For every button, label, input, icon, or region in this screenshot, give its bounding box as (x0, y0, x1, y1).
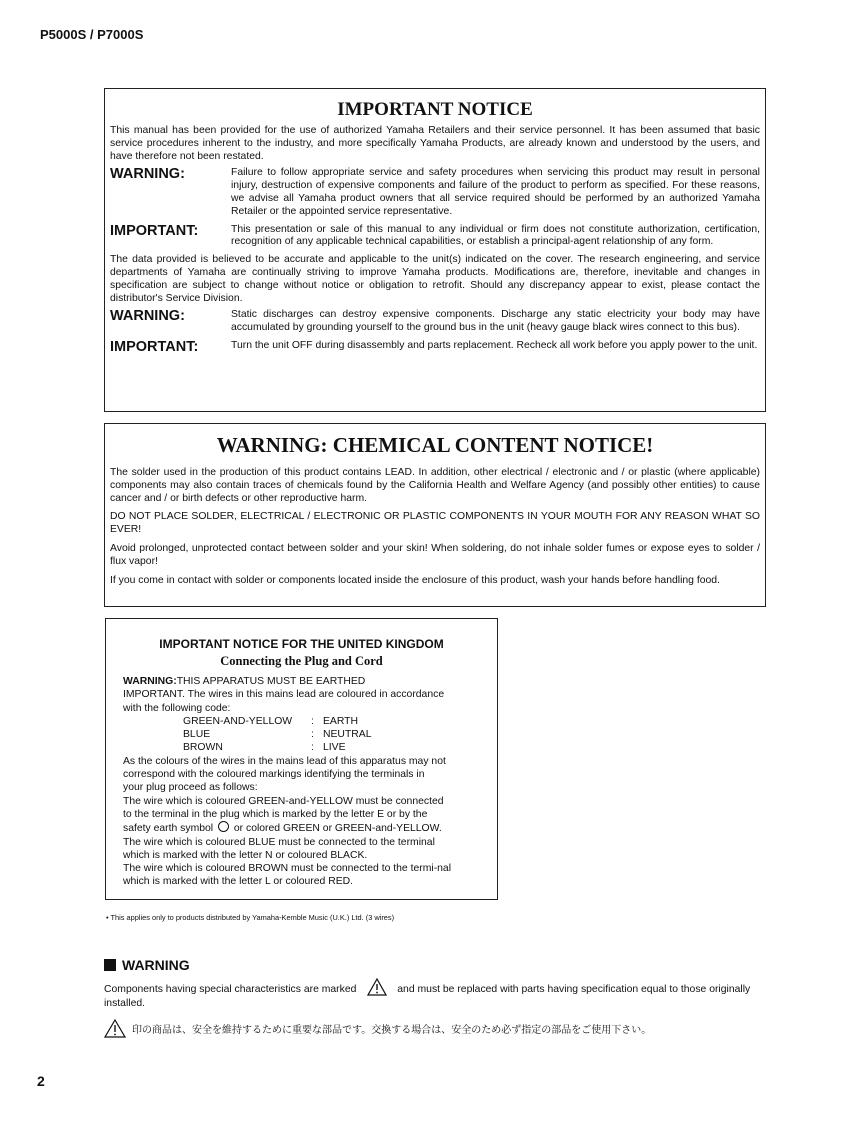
warning-text-1: Failure to follow appropriate service and safety procedures when servicing this product may result in personal injury, destruction of expensive components and failure of the product to perform as specified. For these reasons, we advise all Yamaha product owners that all service required should be performed by an authorized Yamaha Retailer or the appointed service representative. (231, 167, 760, 217)
wire-meaning: EARTH (323, 715, 359, 727)
uk-line-earth (123, 821, 497, 835)
warning-text-2: Static discharges can destroy expensive components. Discharge any static electricity your body may have accumulated by grounding yourself to the ground bus in the unit (heavy gauge black wires connect to this bus). (231, 309, 760, 334)
important-text-1: This presentation or sale of this manual to any individual or firm does not constitute authorization, certification, recognition of any applicable technical capabilities, or establish a principal-agent relationship of any form. (231, 223, 760, 248)
uk-warning-text: THIS APPARATUS MUST BE EARTHED (176, 676, 366, 687)
japanese-warning-text: 印の商品は、安全を維持するために重要な部品です。交換する場合は、安全のため必ず指定の部品をご使用下さい。 (132, 1025, 652, 1036)
warning-text-after: and must be replaced with parts having specification equal to those originally installed. (104, 984, 751, 1009)
uk-line: to the terminal in the plug which is marked by the letter E or by the (123, 808, 428, 820)
warning-triangle-icon (367, 978, 387, 996)
warning-row-2 (105, 309, 765, 335)
important-row-2 (105, 340, 765, 355)
important-text-2: Turn the unit OFF during disassembly and parts replacement. Recheck all work before you apply power to the unit. (231, 339, 758, 351)
earth-symbol-icon (218, 821, 229, 832)
uk-line: which is marked with the letter N or coloured BLACK. (123, 849, 368, 861)
chemical-paragraph-1: The solder used in the production of this product contains LEAD. In addition, other electrical / electronic and / or plastic (where applicable) components may also contain traces of chemicals found by the California Health and Welfare Agency (and possibly other entities) to cause cancer and / or birth defects or other reproductive harm. (110, 467, 760, 504)
wire-separator: : (311, 742, 314, 754)
black-square-icon (104, 959, 116, 971)
chemical-paragraph-3: Avoid prolonged, unprotected contact between solder and your skin! When soldering, do not inhale solder fumes or expose eyes to solder / flux vapor! (110, 542, 760, 567)
warning-heading-text: WARNING (122, 957, 190, 973)
wire-color: GREEN-AND-YELLOW (183, 715, 293, 727)
warning-section-text (104, 978, 768, 1011)
uk-line-part: or colored GREEN or GREEN-and-YELLOW. (233, 823, 442, 835)
uk-notice-body (106, 675, 497, 889)
chemical-notice-box (104, 423, 766, 607)
uk-line-part: safety earth symbol (123, 823, 214, 835)
chemical-paragraph-4: If you come in contact with solder or components located inside the enclosure of this product, wash your hands before handling food. (110, 574, 720, 586)
important-notice-title: IMPORTANT NOTICE (337, 99, 533, 120)
important-label-2: IMPORTANT: (110, 338, 199, 355)
wire-separator: : (311, 715, 314, 727)
chemical-paragraph-2: DO NOT PLACE SOLDER, ELECTRICAL / ELECTRONIC OR PLASTIC COMPONENTS IN YOUR MOUTH FOR ANY REASON WHAT SO EVER! (110, 511, 760, 536)
important-row-1 (105, 224, 765, 250)
warning-label-1: WARNING: (110, 166, 185, 183)
wire-color: BLUE (183, 729, 211, 741)
warning-triangle-icon (104, 1019, 126, 1038)
wire-meaning: NEUTRAL (323, 729, 372, 741)
wire-separator: : (311, 729, 314, 741)
wire-color: BROWN (183, 742, 223, 754)
uk-important-line-1: IMPORTANT. The wires in this mains lead are coloured in accordance (123, 689, 445, 701)
wire-code-row (123, 741, 497, 754)
warning-label-2: WARNING: (110, 308, 185, 325)
model-header: P5000S / P7000S (40, 27, 144, 42)
uk-notice-subtitle: Connecting the Plug and Cord (220, 654, 383, 668)
uk-notice-title: IMPORTANT NOTICE FOR THE UNITED KINGDOM (159, 637, 444, 651)
chemical-notice-title: WARNING: CHEMICAL CONTENT NOTICE! (216, 433, 654, 457)
uk-footnote: • This applies only to products distributed by Yamaha-Kemble Music (U.K.) Ltd. (3 wires) (106, 913, 395, 922)
warning-row-1 (105, 167, 765, 218)
wire-code-row (123, 715, 497, 728)
uk-line: The wire which is coloured BROWN must be connected to the termi-nal (123, 863, 452, 875)
uk-warning-label: WARNING: (123, 676, 177, 687)
uk-line: which is marked with the letter L or coloured RED. (123, 876, 354, 888)
notice-intro: This manual has been provided for the use of authorized Yamaha Retailers and their service personnel. It has been assumed that basic service procedures inherent to the industry, and more specifically Yamaha Products, are already known and understood by the users, and have therefore not been restated. (110, 125, 760, 162)
uk-line: The wire which is coloured BLUE must be connected to the terminal (123, 836, 435, 848)
wire-code-row (123, 728, 497, 741)
important-notice-box (104, 88, 766, 412)
uk-line: correspond with the coloured markings identifying the terminals in (123, 769, 425, 781)
wire-meaning: LIVE (323, 742, 346, 754)
warning-text-before: Components having special characteristics are marked (104, 984, 357, 995)
important-label-1: IMPORTANT: (110, 222, 199, 239)
uk-line: As the colours of the wires in the mains lead of this apparatus may not (123, 755, 446, 767)
notice-data-paragraph: The data provided is believed to be accurate and applicable to the unit(s) indicated on the cover. The research engineering, and service departments of Yamaha are continually striving to improve Yamaha products. Modifications are, therefore, inevitable and changes in specification are subject to change without notice or obligation to retrofit. Should any discrepancy appear to exist, please contact the distributor's Service Division. (110, 254, 760, 304)
japanese-warning (104, 1019, 651, 1038)
uk-notice-box (105, 618, 498, 900)
uk-line: your plug proceed as follows: (123, 782, 258, 794)
warning-section-heading (104, 957, 190, 973)
page-number: 2 (37, 1073, 45, 1089)
uk-line: The wire which is coloured GREEN-and-YELLOW must be connected (123, 795, 444, 807)
uk-important-line-2: with the following code: (123, 702, 231, 714)
